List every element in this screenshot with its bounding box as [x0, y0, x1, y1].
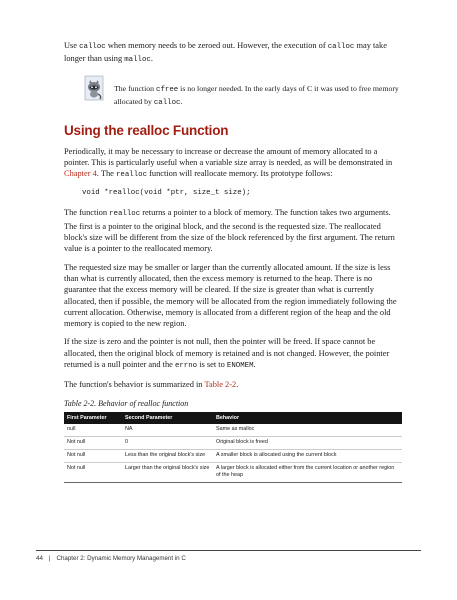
- text: The function: [114, 83, 157, 93]
- table-cell: 0: [122, 436, 213, 449]
- text: The function's behavior is summarized in: [64, 380, 205, 390]
- column-header: Second Parameter: [122, 412, 213, 424]
- code-calloc: calloc: [327, 43, 355, 51]
- table-cell: null: [64, 424, 122, 437]
- text: .: [253, 360, 256, 370]
- raccoon-note-icon: [84, 75, 104, 101]
- note-text: [114, 83, 402, 109]
- table-cell: A larger block is allocated either from the current location or another region of the heap: [213, 462, 402, 482]
- column-header: First Parameter: [64, 412, 122, 424]
- code-cfree: cfree: [156, 85, 179, 94]
- text: is set to: [197, 360, 227, 370]
- section-heading: Using the realloc Function: [64, 122, 229, 138]
- paragraph-summary: [64, 379, 402, 390]
- text: function will reallocate memory. Its prototype follows:: [147, 169, 333, 179]
- text: .: [236, 380, 239, 390]
- text: is no longer needed. In the early days of C it was used to free memory allocated by: [114, 83, 399, 106]
- code-calloc: calloc: [153, 98, 181, 107]
- code-realloc: realloc: [115, 171, 147, 180]
- table-cell: Same as malloc: [213, 424, 402, 437]
- text: If the size is zero and the pointer is not null, then the pointer will be freed. If space cannot be allocated, then the original block of memory is retained and is not changed. However, the pointer returned is a null pointer and the: [64, 337, 390, 370]
- table-cell: Not null: [64, 462, 122, 482]
- note-box: [84, 75, 402, 109]
- text: . The: [96, 169, 116, 179]
- table-row: [64, 462, 402, 482]
- footer-separator: |: [48, 555, 51, 562]
- table-2-2-link[interactable]: Table 2-2: [204, 380, 237, 390]
- realloc-behavior-table: [64, 412, 402, 483]
- realloc-prototype: void *realloc(void *ptr, size_t size);: [82, 189, 251, 198]
- table-cell: Less than the original block's size: [122, 449, 213, 462]
- paragraph-requested-size: The requested size may be smaller or larger than the currently allocated amount. If the size is less than what is currently allocated, then the excess memory is returned to the heap. There is no guarantee that the excess memory will be cleared. If the size is greater than what is currently allocated, then if possible, the memory will be allocated from the region immediately following the current allocation. Otherwise, memory is allocated from a different region of the heap and the old memory is copied to the new region.: [64, 262, 397, 329]
- code-enomem: ENOMEM: [226, 362, 254, 371]
- code-calloc: calloc: [79, 43, 106, 51]
- paragraph-realloc-args: [64, 207, 402, 254]
- table-row: [64, 424, 402, 437]
- code-realloc: realloc: [109, 210, 141, 219]
- table-cell: Not null: [64, 436, 122, 449]
- table-row: [64, 449, 402, 462]
- table-header-row: [64, 412, 402, 424]
- text: returns a pointer to a block of memory. The function takes two arguments. The first is a pointer to the original block, and the second is the requested size. The reallocated block's size will be different from the size of the block referenced by the first argument. The return value is a pointer to the reallocated memory.: [64, 208, 395, 254]
- text: .: [180, 96, 183, 106]
- intro-paragraph: [64, 40, 402, 67]
- table-caption: Table 2-2. Behavior of realloc function: [64, 398, 189, 408]
- table-cell: NA: [122, 424, 213, 437]
- text: The function: [64, 208, 110, 218]
- text: when memory needs to be zeroed out. However, the execution of: [105, 41, 328, 50]
- table-row: [64, 436, 402, 449]
- column-header: Behavior: [213, 412, 402, 424]
- text: may take longer than using: [64, 41, 387, 64]
- code-errno: errno: [174, 362, 198, 371]
- chapter-title: Chapter 2: Dynamic Memory Management in C: [56, 555, 186, 562]
- chapter-4-link[interactable]: Chapter 4: [64, 169, 97, 179]
- page-body: [64, 40, 402, 483]
- page-footer: [36, 550, 421, 562]
- text: Periodically, it may be necessary to increase or decrease the amount of memory allocated to a pointer. This is particularly useful when a variable size array is needed, as will be demonstrated in: [64, 146, 393, 167]
- paragraph-realloc-intro: [64, 146, 402, 182]
- text: .: [150, 54, 153, 64]
- table-cell: Original block is freed: [213, 436, 402, 449]
- table-cell: Larger than the original block's size: [122, 462, 213, 482]
- table-cell: A smaller block is allocated using the current block: [213, 449, 402, 462]
- text: Use: [64, 41, 80, 50]
- table-cell: Not null: [64, 449, 122, 462]
- paragraph-size-zero: [64, 336, 402, 372]
- page-number: 44: [36, 555, 43, 562]
- code-malloc: malloc: [124, 56, 151, 65]
